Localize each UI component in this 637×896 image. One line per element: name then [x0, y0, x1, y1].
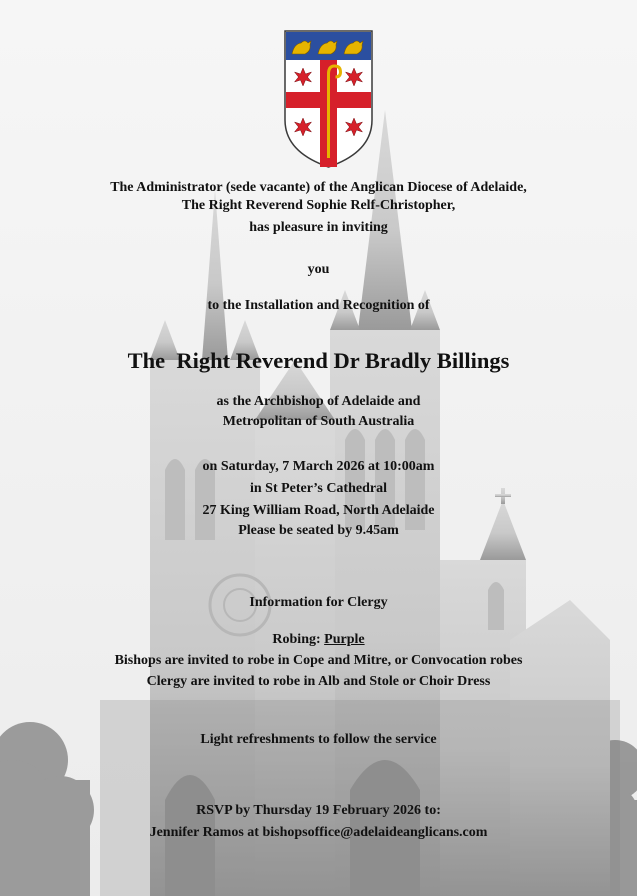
- robing-label: Robing:: [272, 632, 325, 647]
- host-line-2: The Right Reverend Sophie Relf-Christopher,: [181, 198, 456, 213]
- date-time-line: on Saturday, 7 March 2026 at 10:00am: [202, 459, 435, 474]
- honoree-name: The Right Reverend Dr Bradly Billings: [127, 348, 510, 373]
- clergy-heading: Information for Clergy: [249, 595, 388, 610]
- role-line-2: Metropolitan of South Australia: [222, 414, 415, 429]
- robing-color: Purple: [324, 632, 365, 647]
- seating-line: Please be seated by 9.45am: [238, 523, 399, 538]
- host-line-3: has pleasure in inviting: [249, 220, 388, 235]
- diocese-coat-of-arms-icon: [284, 30, 373, 168]
- you-line: you: [307, 262, 330, 277]
- refreshments-line: Light refreshments to follow the service: [200, 732, 437, 747]
- address-line: 27 King William Road, North Adelaide: [202, 503, 435, 518]
- rsvp-line-1: RSVP by Thursday 19 February 2026 to:: [196, 803, 441, 818]
- role-line-1: as the Archbishop of Adelaide and: [216, 394, 421, 409]
- occasion-line: to the Installation and Recognition of: [207, 298, 430, 313]
- host-line-1: The Administrator (sede vacante) of the Anglican Diocese of Adelaide,: [110, 180, 527, 195]
- rsvp-line-2: Jennifer Ramos at bishopsoffice@adelaideanglicans.com: [149, 825, 488, 840]
- venue-line: in St Peter’s Cathedral: [250, 481, 387, 496]
- bishops-note: Bishops are invited to robe in Cope and Mitre, or Convocation robes: [114, 653, 523, 668]
- clergy-note: Clergy are invited to robe in Alb and Stole or Choir Dress: [146, 674, 491, 689]
- robing-line: [0, 632, 637, 648]
